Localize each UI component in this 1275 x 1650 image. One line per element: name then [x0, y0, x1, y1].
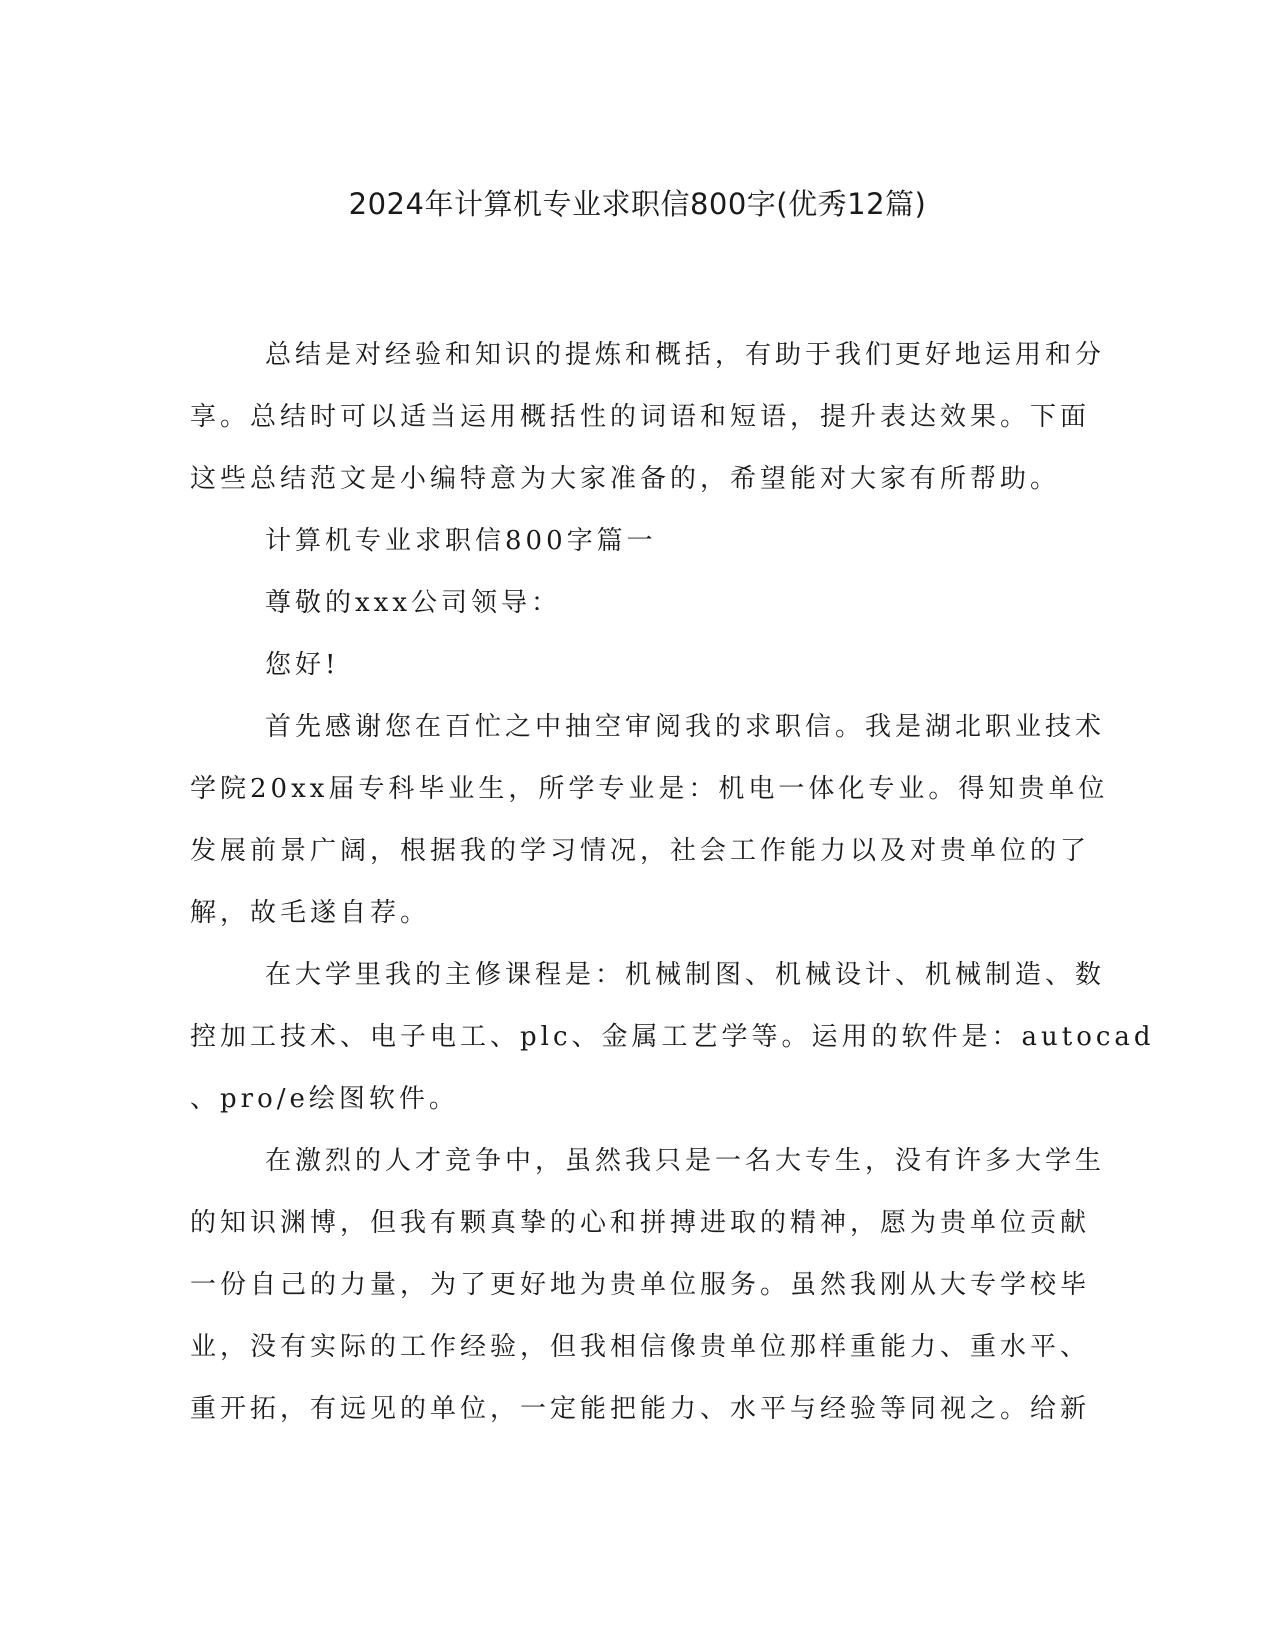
body-line: 的知识渊博，但我有颗真挚的心和拼搏进取的精神，愿为贵单位贡献 — [190, 1208, 1091, 1238]
body-line: 总结是对经验和知识的提炼和概括，有助于我们更好地运用和分 — [265, 340, 1106, 370]
body-line: 、pro/e绘图软件。 — [190, 1084, 459, 1114]
document-title: 2024年计算机专业求职信800字(优秀12篇) — [348, 187, 927, 221]
body-line: 学院20xx届专科毕业生，所学专业是：机电一体化专业。得知贵单位 — [190, 774, 1109, 804]
document-body — [190, 324, 1155, 1440]
body-line: 享。总结时可以适当运用概括性的词语和短语，提升表达效果。下面 — [190, 402, 1091, 432]
body-line: 业，没有实际的工作经验，但我相信像贵单位那样重能力、重水平、 — [190, 1332, 1091, 1362]
body-line: 解，故毛遂自荐。 — [190, 898, 431, 928]
section-heading: 计算机专业求职信800字篇一 — [265, 526, 657, 556]
body-line: 首先感谢您在百忙之中抽空审阅我的求职信。我是湖北职业技术 — [265, 712, 1106, 742]
body-line: 这些总结范文是小编特意为大家准备的，希望能对大家有所帮助。 — [190, 464, 1061, 494]
body-line: 控加工技术、电子电工、plc、金属工艺学等。运用的软件是：autocad — [190, 1022, 1155, 1052]
body-line: 发展前景广阔，根据我的学习情况，社会工作能力以及对贵单位的了 — [190, 836, 1091, 866]
salutation: 尊敬的xxx公司领导： — [265, 588, 561, 618]
body-line: 在激烈的人才竞争中，虽然我只是一名大专生，没有许多大学生 — [265, 1146, 1106, 1176]
body-line: 一份自己的力量，为了更好地为贵单位服务。虽然我刚从大专学校毕 — [190, 1270, 1091, 1300]
body-line: 重开拓，有远见的单位，一定能把能力、水平与经验等同视之。给新 — [190, 1394, 1091, 1424]
greeting: 您好! — [265, 650, 340, 680]
body-line: 在大学里我的主修课程是：机械制图、机械设计、机械制造、数 — [265, 960, 1106, 990]
